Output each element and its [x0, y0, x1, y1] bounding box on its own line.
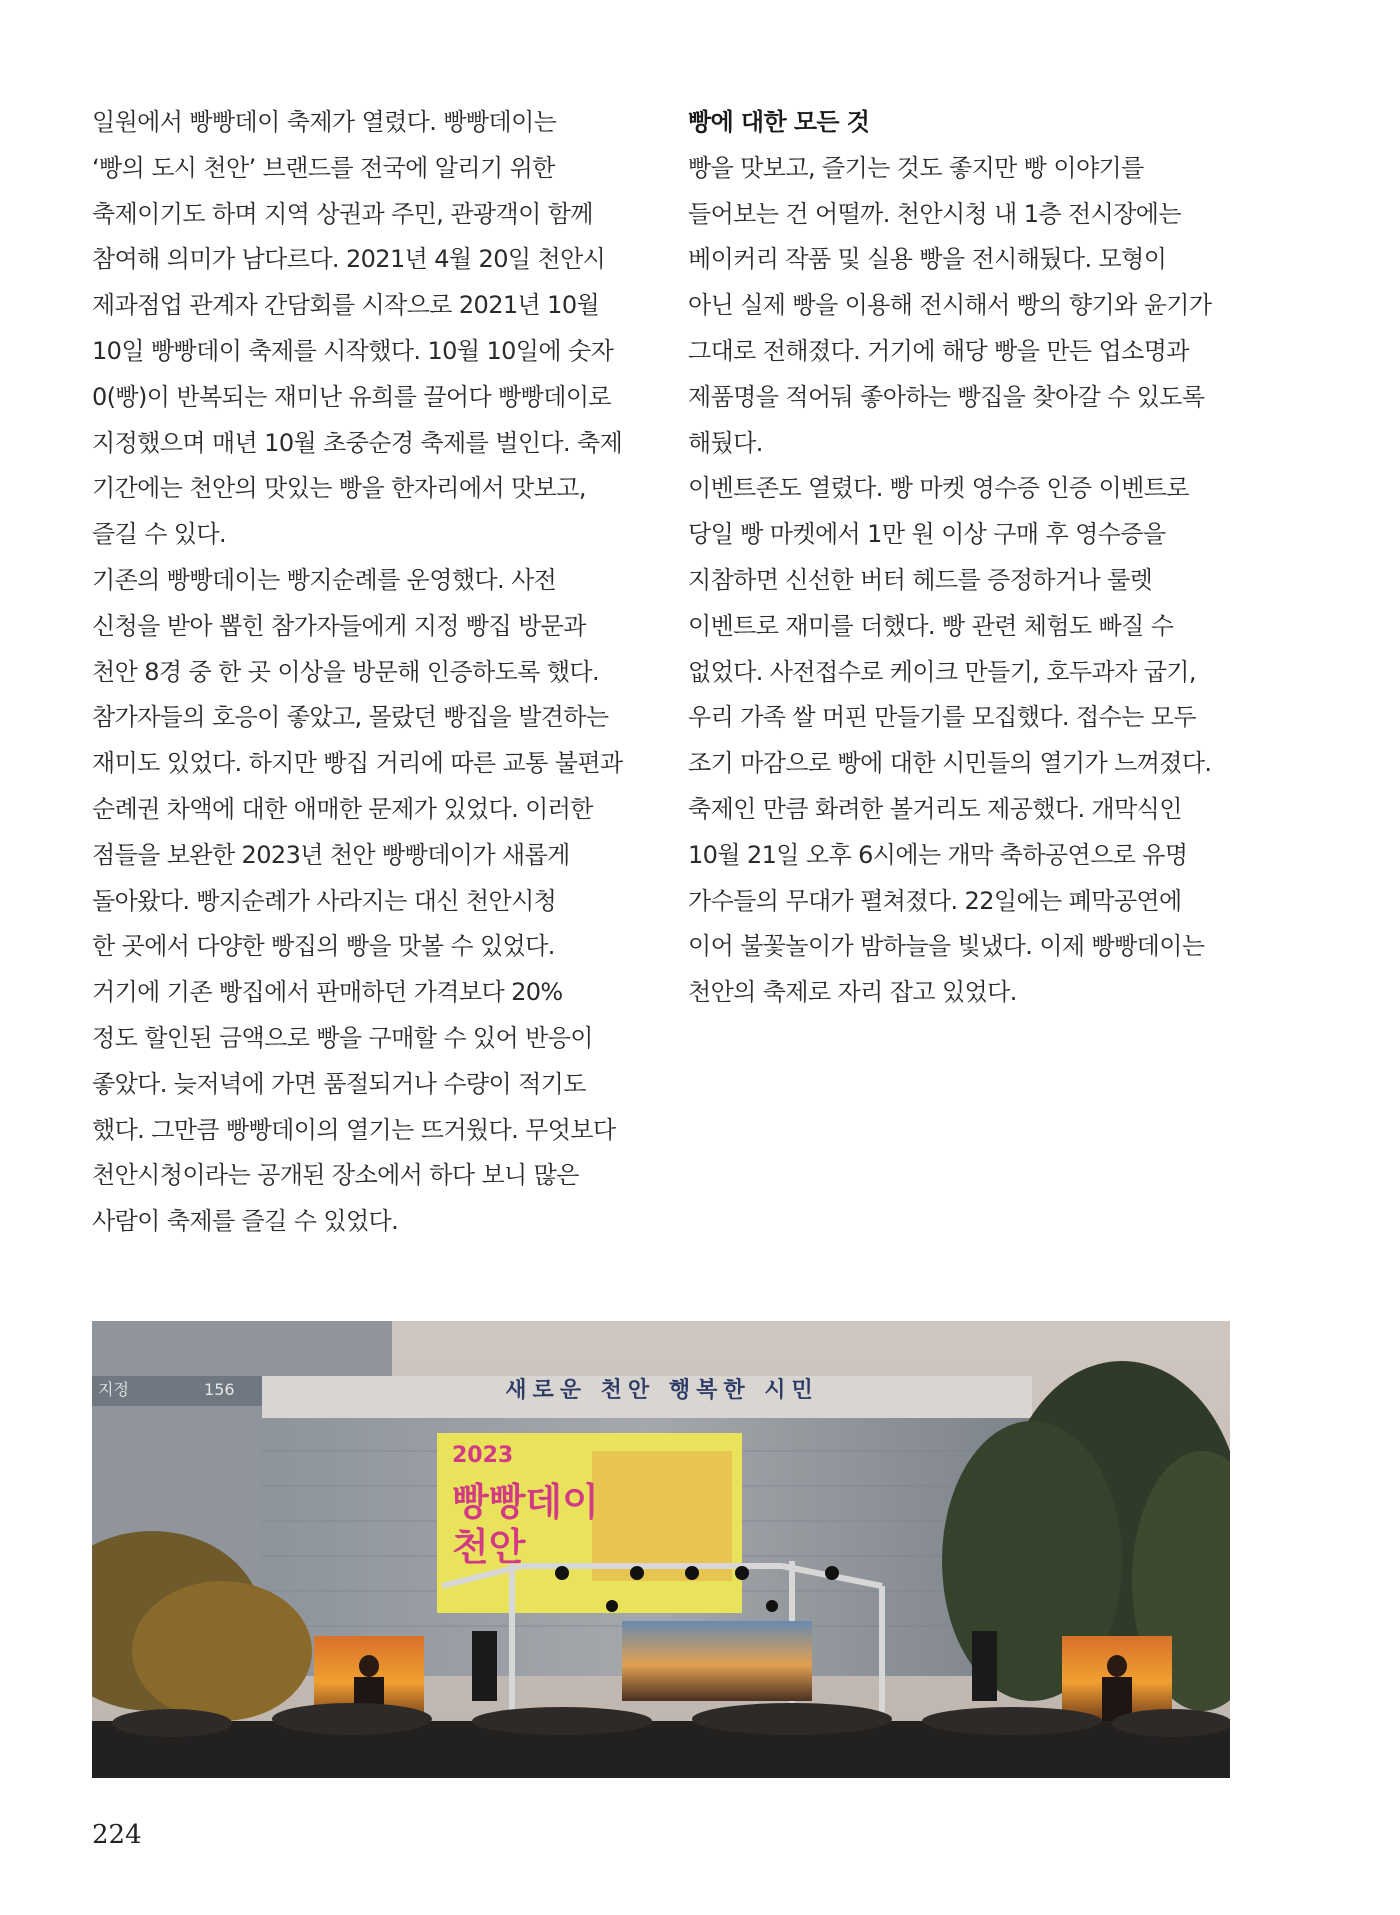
text-line: 이벤트로 재미를 더했다. 빵 관련 체험도 빠질 수 — [688, 611, 1174, 640]
building-sign: 새로운 천안 행복한 시민 — [505, 1378, 819, 1403]
text-line: 즐길 수 있다. — [92, 520, 227, 549]
text-line: 재미도 있었다. 하지만 빵집 거리에 따른 교통 불편과 — [92, 749, 623, 778]
text-line: 이어 불꽃놀이가 밤하늘을 빛냈다. 이제 빵빵데이는 — [688, 932, 1205, 961]
text-line: 기존의 빵빵데이는 빵지순례를 운영했다. 사전 — [92, 565, 557, 594]
text-line: 10일 빵빵데이 축제를 시작했다. 10월 10일에 숫자 — [92, 336, 614, 365]
text-line: 천안 8경 중 한 곳 이상을 방문해 인증하도록 했다. — [92, 657, 600, 686]
banner-title-line2: 천안 — [452, 1525, 526, 1569]
text-line: 이벤트존도 열렸다. 빵 마켓 영수증 인증 이벤트로 — [688, 474, 1189, 503]
text-line: 우리 가족 쌀 머핀 만들기를 모집했다. 접수는 모두 — [688, 703, 1196, 732]
text-line: 조기 마감으로 빵에 대한 시민들의 열기가 느껴졌다. — [688, 749, 1212, 778]
left-text-column — [92, 100, 652, 1245]
side-sign-number: 156 — [204, 1380, 235, 1399]
right-text-body — [688, 146, 1248, 1016]
text-line: 천안의 축제로 자리 잡고 있었다. — [688, 978, 1017, 1007]
text-line: 베이커리 작품 및 실용 빵을 전시해뒀다. 모형이 — [688, 245, 1167, 274]
text-line: 거기에 기존 빵집에서 판매하던 가격보다 20% — [92, 978, 563, 1007]
text-line: 제품명을 적어둬 좋아하는 빵집을 찾아갈 수 있도록 — [688, 382, 1205, 411]
text-line: 0(빵)이 반복되는 재미난 유희를 끌어다 빵빵데이로 — [92, 382, 612, 411]
text-line: 점들을 보완한 2023년 천안 빵빵데이가 새롭게 — [92, 840, 570, 869]
text-line: 아닌 실제 빵을 이용해 전시해서 빵의 향기와 윤기가 — [688, 291, 1212, 320]
text-line: 축제이기도 하며 지역 상권과 주민, 관광객이 함께 — [92, 199, 593, 228]
text-line: 가수들의 무대가 펼쳐졌다. 22일에는 폐막공연에 — [688, 886, 1182, 915]
text-line: 일원에서 빵빵데이 축제가 열렸다. 빵빵데이는 — [92, 108, 557, 136]
text-line: 기간에는 천안의 맛있는 빵을 한자리에서 맛보고, — [92, 474, 586, 503]
banner-year: 2023 — [452, 1443, 514, 1468]
text-line: 참여해 의미가 남다르다. 2021년 4월 20일 천안시 — [92, 245, 606, 274]
text-line: 그대로 전해졌다. 거기에 해당 빵을 만든 업소명과 — [688, 336, 1189, 365]
text-line: 해뒀다. — [688, 428, 763, 457]
text-line: 지참하면 신선한 버터 헤드를 증정하거나 룰렛 — [688, 565, 1153, 594]
text-line: 당일 빵 마켓에서 1만 원 이상 구매 후 영수증을 — [688, 520, 1166, 549]
text-line: 참가자들의 호응이 좋았고, 몰랐던 빵집을 발견하는 — [92, 703, 609, 732]
text-line: 빵을 맛보고, 즐기는 것도 좋지만 빵 이야기를 — [688, 153, 1144, 182]
section-heading: 빵에 대한 모든 것 — [688, 108, 870, 136]
text-line: 순례권 차액에 대한 애매한 문제가 있었다. 이러한 — [92, 794, 593, 823]
right-text-column — [688, 100, 1248, 1016]
text-line: 축제인 만큼 화려한 볼거리도 제공했다. 개막식인 — [688, 794, 1182, 823]
text-line: 천안시청이라는 공개된 장소에서 하다 보니 많은 — [92, 1161, 579, 1190]
text-line: 지정했으며 매년 10월 초중순경 축제를 벌인다. 축제 — [92, 428, 623, 457]
text-line: 한 곳에서 다양한 빵집의 빵을 맛볼 수 있었다. — [92, 932, 555, 961]
text-line: 사람이 축제를 즐길 수 있었다. — [92, 1207, 399, 1236]
text-line: 좋았다. 늦저녁에 가면 품절되거나 수량이 적기도 — [92, 1069, 586, 1098]
text-line: ‘빵의 도시 천안’ 브랜드를 전국에 알리기 위한 — [92, 153, 555, 182]
side-sign-label: 지정 — [98, 1380, 129, 1399]
text-line: 돌아왔다. 빵지순례가 사라지는 대신 천안시청 — [92, 886, 557, 915]
side-sign — [98, 1377, 235, 1400]
text-line: 했다. 그만큼 빵빵데이의 열기는 뜨거웠다. 무엇보다 — [92, 1115, 616, 1144]
banner-title-line1: 빵빵데이 — [452, 1480, 599, 1524]
text-line: 제과점업 관계자 간담회를 시작으로 2021년 10월 — [92, 291, 600, 320]
text-line: 정도 할인된 금액으로 빵을 구매할 수 있어 반응이 — [92, 1023, 593, 1052]
page-number: 224 — [92, 1820, 142, 1850]
text-line: 10월 21일 오후 6시에는 개막 축하공연으로 유명 — [688, 840, 1188, 869]
festival-photo — [92, 1321, 1230, 1778]
text-line: 신청을 받아 뽑힌 참가자들에게 지정 빵집 방문과 — [92, 611, 586, 640]
text-line: 들어보는 건 어떨까. 천안시청 내 1층 전시장에는 — [688, 199, 1181, 228]
text-line: 없었다. 사전접수로 케이크 만들기, 호두과자 굽기, — [688, 657, 1196, 686]
